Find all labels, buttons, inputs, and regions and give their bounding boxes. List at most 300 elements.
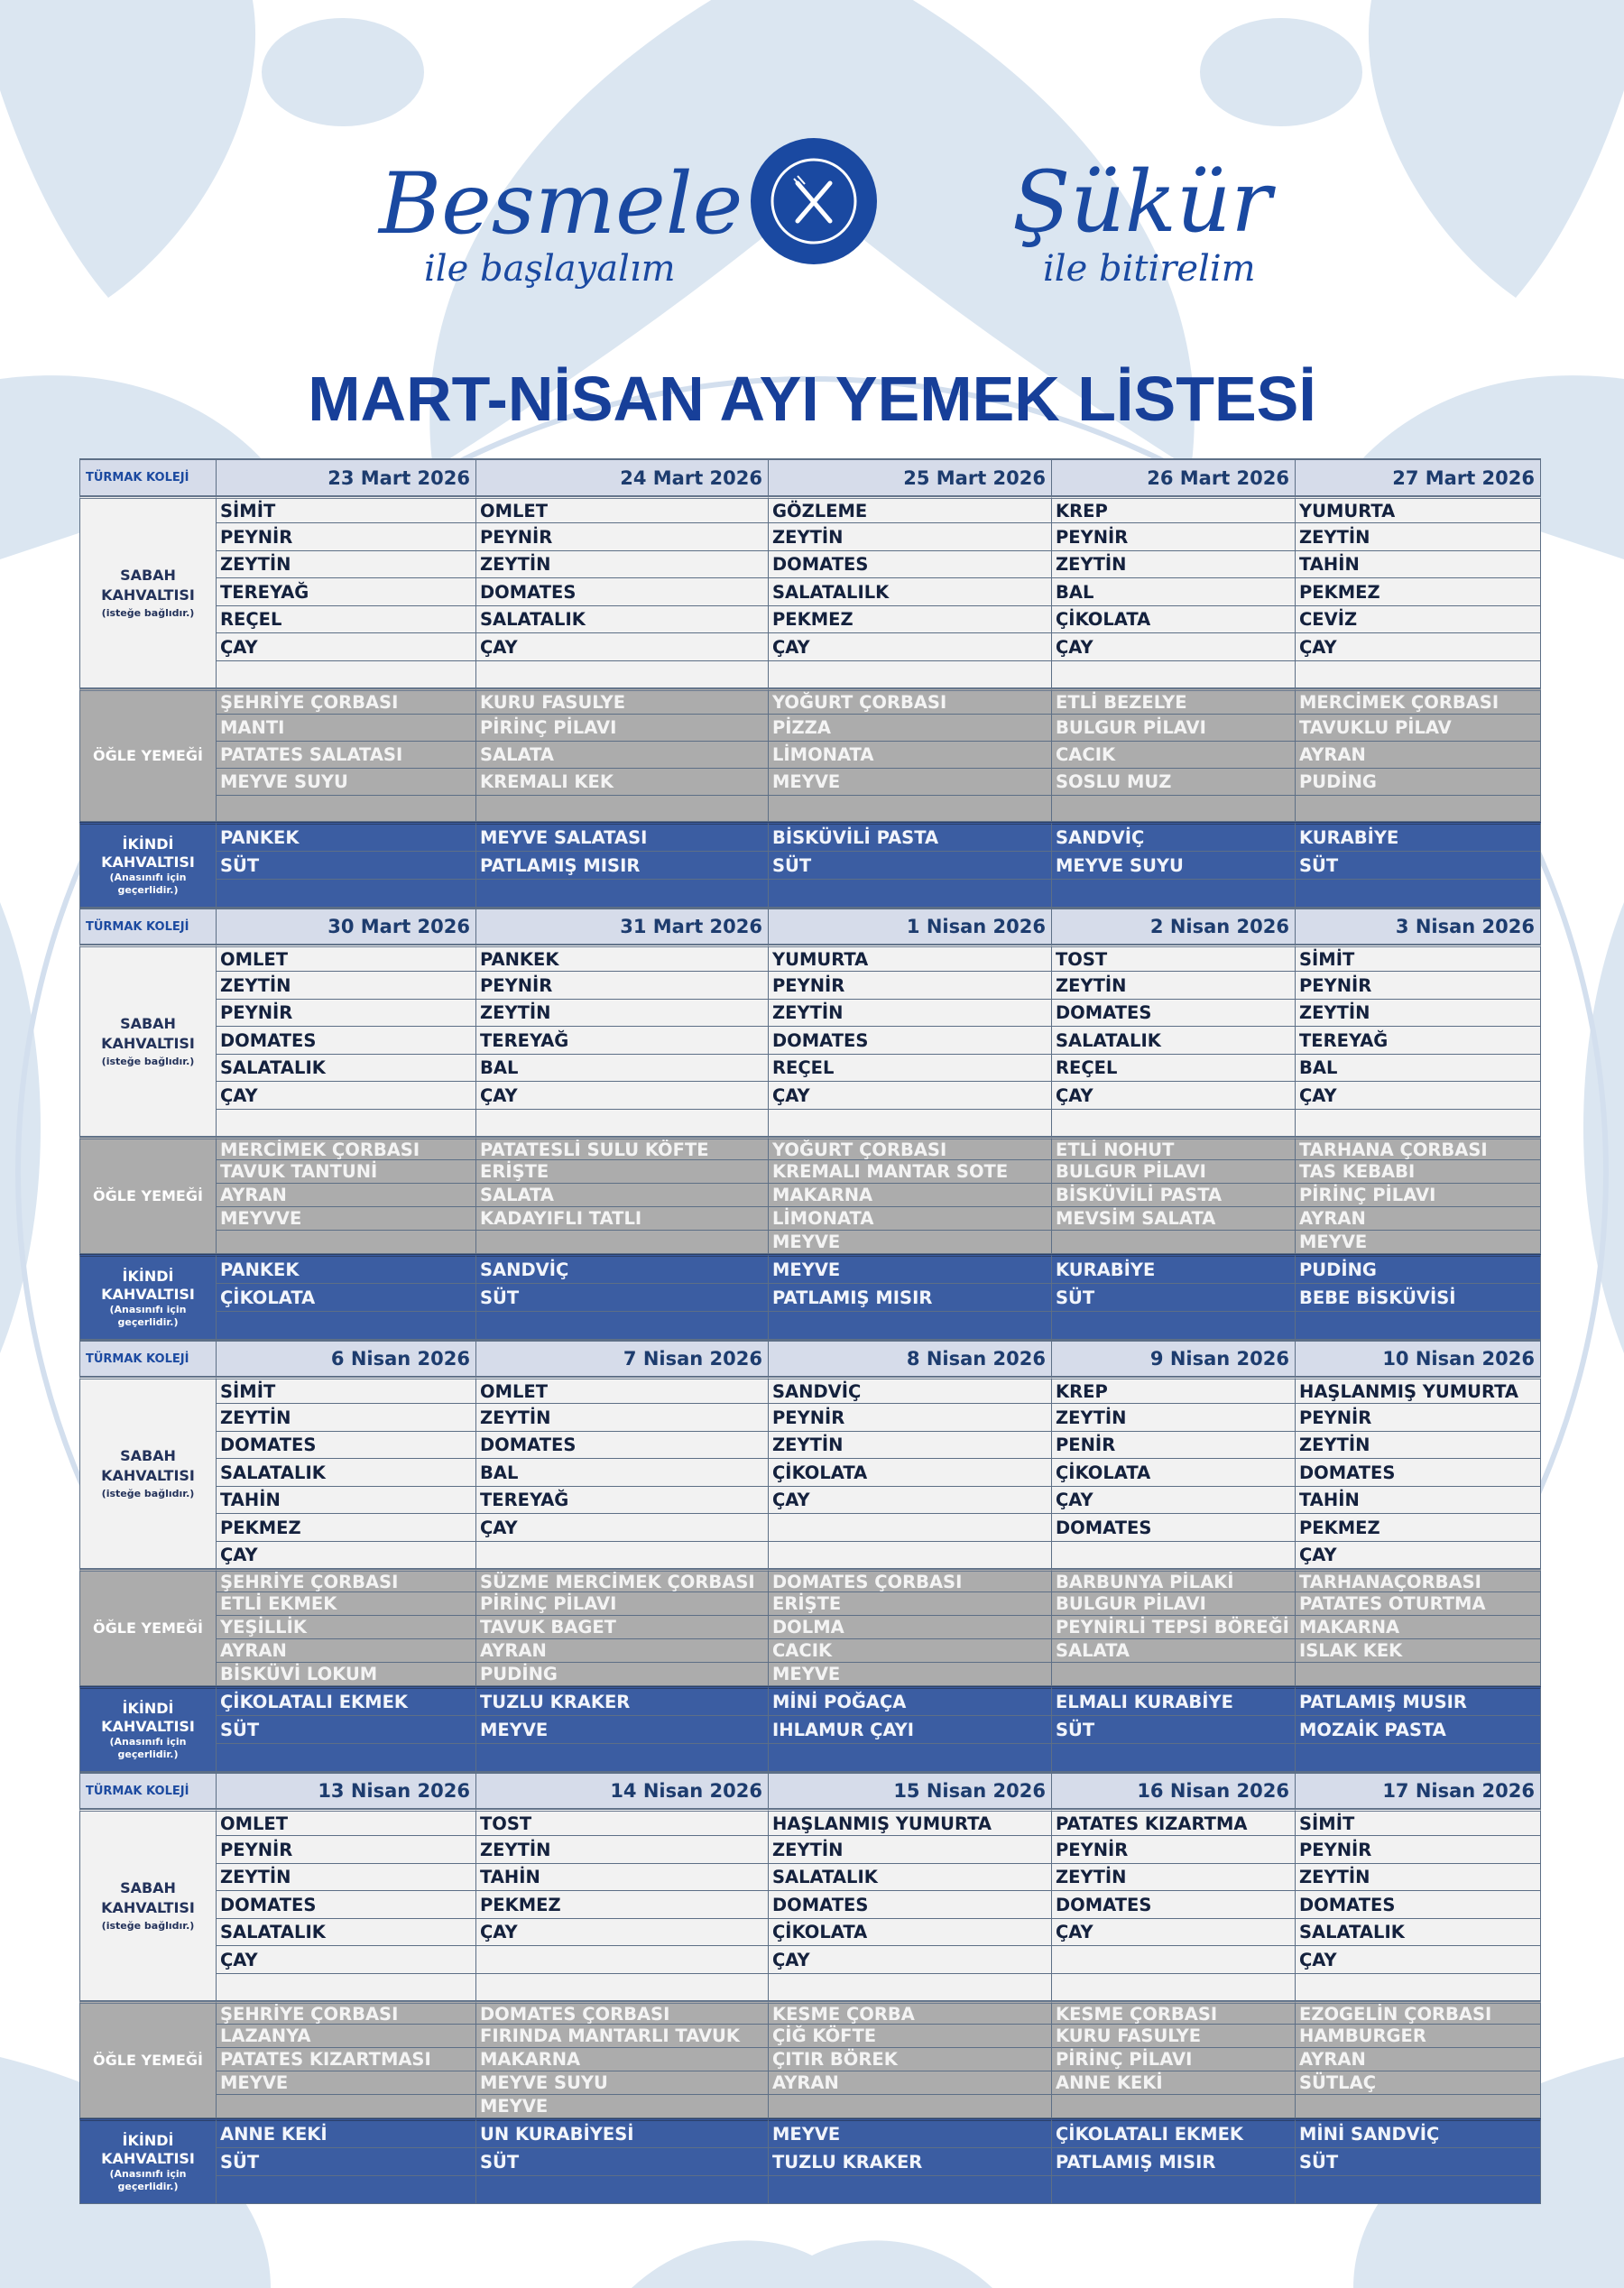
lunch-item: ETLİ NOHUT [1052, 1137, 1296, 1160]
snack-item: MOZAİK PASTA [1296, 1716, 1541, 1744]
breakfast-item: PEYNİR [217, 523, 476, 551]
snack-item [1052, 1744, 1296, 1772]
school-logo-label: TÜRMAK KOLEJİ [79, 908, 217, 945]
lunch-item: ERİŞTE [769, 1592, 1052, 1616]
breakfast-item: DOMATES [217, 1432, 476, 1459]
date-header: 6 Nisan 2026 [217, 1340, 476, 1377]
lunch-item: BİSKÜVİ LOKUM [217, 1663, 476, 1686]
lunch-item [1052, 1231, 1296, 1254]
breakfast-item: ZEYTİN [1052, 972, 1296, 1000]
snack-item: SANDVİÇ [476, 1254, 769, 1284]
date-header: 25 Mart 2026 [769, 458, 1052, 496]
school-logo-label: TÜRMAK KOLEJİ [79, 1340, 217, 1377]
snack-item: PATLAMIŞ MISIR [769, 1284, 1052, 1312]
breakfast-item: ÇAY [1052, 633, 1296, 661]
lunch-item: TARHANA ÇORBASI [1296, 1137, 1541, 1160]
lunch-item: KADAYIFLI TATLI [476, 1207, 769, 1231]
breakfast-item: ÇAY [769, 1487, 1052, 1514]
snack-item [1296, 2176, 1541, 2204]
lunch-item: BİSKÜVİLİ PASTA [1052, 1184, 1296, 1207]
breakfast-item: PEYNİR [1296, 972, 1541, 1000]
lunch-item: PİZZA [769, 715, 1052, 742]
breakfast-item: PEYNİR [1052, 1836, 1296, 1864]
lunch-item: ETLİ BEZELYE [1052, 688, 1296, 715]
lunch-item: SALATA [476, 1184, 769, 1207]
breakfast-item: OMLET [476, 1377, 769, 1404]
breakfast-item: SALATALIK [217, 1919, 476, 1946]
week-block [79, 1340, 1541, 1772]
breakfast-item [1052, 1974, 1296, 2001]
lunch-item: MERCİMEK ÇORBASI [1296, 688, 1541, 715]
breakfast-item: TEREYAĞ [476, 1027, 769, 1055]
breakfast-item [217, 1110, 476, 1137]
breakfast-item [769, 1110, 1052, 1137]
snack-item: BEBE BİSKÜVİSİ [1296, 1284, 1541, 1312]
snack-item: SÜT [1052, 1284, 1296, 1312]
breakfast-item: ÇİKOLATA [1052, 606, 1296, 633]
header [0, 0, 1624, 451]
breakfast-item: ÇAY [217, 1946, 476, 1974]
breakfast-item [1296, 661, 1541, 688]
breakfast-item: DOMATES [476, 1432, 769, 1459]
breakfast-item: ÇAY [217, 633, 476, 661]
breakfast-item: PANKEK [476, 945, 769, 972]
breakfast-item: ZEYTİN [217, 551, 476, 578]
week-block [79, 908, 1541, 1340]
snack-item [217, 1312, 476, 1340]
breakfast-label-text: SABAH KAHVALTISI [101, 1446, 195, 1484]
lunch-item: MAKARNA [769, 1184, 1052, 1207]
lunch-label-text: ÖĞLE YEMEĞİ [93, 1187, 203, 1204]
lunch-item: PATATESLİ SULU KÖFTE [476, 1137, 769, 1160]
breakfast-item: ÇAY [1052, 1082, 1296, 1110]
snack-item: MEYVE SALATASI [476, 822, 769, 852]
lunch-item: MEYVE [769, 1663, 1052, 1686]
lunch-item: PATATES OTURTMA [1296, 1592, 1541, 1616]
snack-item: KURABİYE [1052, 1254, 1296, 1284]
lunch-item: SÜTLAÇ [1296, 2071, 1541, 2095]
breakfast-item: YUMURTA [1296, 496, 1541, 523]
breakfast-item: ZEYTİN [1296, 1000, 1541, 1027]
breakfast-item: ZEYTİN [1052, 1404, 1296, 1432]
breakfast-item: HAŞLANMIŞ YUMURTA [1296, 1377, 1541, 1404]
breakfast-item: ÇAY [769, 633, 1052, 661]
snack-item: ÇİKOLATALI EKMEK [217, 1686, 476, 1716]
breakfast-item: ZEYTİN [476, 1836, 769, 1864]
breakfast-label [79, 496, 217, 688]
date-header: 30 Mart 2026 [217, 908, 476, 945]
breakfast-item: DOMATES [1052, 1514, 1296, 1542]
snack-item: MEYVE [476, 1716, 769, 1744]
breakfast-item: TEREYAĞ [1296, 1027, 1541, 1055]
snack-item [217, 2176, 476, 2204]
lunch-item: ERİŞTE [476, 1160, 769, 1184]
breakfast-note: (isteğe bağlıdır.) [101, 606, 195, 619]
lunch-item [1296, 2095, 1541, 2118]
date-header: 16 Nisan 2026 [1052, 1772, 1296, 1809]
lunch-item [1052, 1663, 1296, 1686]
snack-item: TUZLU KRAKER [476, 1686, 769, 1716]
sukur-title: Şükür [1012, 153, 1272, 252]
breakfast-item: ÇAY [217, 1082, 476, 1110]
breakfast-item: ZEYTİN [476, 551, 769, 578]
breakfast-item: ÇAY [476, 1514, 769, 1542]
week-block [79, 1772, 1541, 2204]
besmele-subtitle: ile başlayalım [424, 248, 676, 290]
lunch-item [217, 2095, 476, 2118]
lunch-item: DOMATES ÇORBASI [476, 2001, 769, 2025]
lunch-item: MANTI [217, 715, 476, 742]
lunch-item: KURU FASULYE [1052, 2025, 1296, 2048]
snack-item: TUZLU KRAKER [769, 2148, 1052, 2176]
snack-item [1052, 880, 1296, 908]
lunch-item: SOSLU MUZ [1052, 769, 1296, 796]
lunch-item: LİMONATA [769, 742, 1052, 769]
breakfast-note: (isteğe bağlıdır.) [101, 1055, 195, 1067]
date-header: 26 Mart 2026 [1052, 458, 1296, 496]
snack-item: SÜT [217, 2148, 476, 2176]
breakfast-item: PEYNİR [476, 972, 769, 1000]
lunch-item: ÇİĞ KÖFTE [769, 2025, 1052, 2048]
lunch-item: BULGUR PİLAVI [1052, 715, 1296, 742]
breakfast-item: ZEYTİN [217, 1404, 476, 1432]
breakfast-item: PENİR [1052, 1432, 1296, 1459]
breakfast-item: REÇEL [217, 606, 476, 633]
breakfast-item [769, 1974, 1052, 2001]
lunch-item: KURU FASULYE [476, 688, 769, 715]
lunch-item: LAZANYA [217, 2025, 476, 2048]
snack-item [769, 880, 1052, 908]
breakfast-item: SİMİT [217, 496, 476, 523]
breakfast-item [1052, 1542, 1296, 1569]
lunch-item: CACIK [1052, 742, 1296, 769]
snack-item: UN KURABİYESİ [476, 2118, 769, 2148]
snack-label-text: İKİNDİ KAHVALTISI [101, 1699, 195, 1735]
breakfast-item: PEKMEZ [217, 1514, 476, 1542]
breakfast-item: ÇAY [476, 1919, 769, 1946]
breakfast-item: BAL [476, 1055, 769, 1082]
breakfast-item: YUMURTA [769, 945, 1052, 972]
breakfast-item: HAŞLANMIŞ YUMURTA [769, 1809, 1052, 1836]
breakfast-item: ZEYTİN [769, 1432, 1052, 1459]
breakfast-item: BAL [476, 1459, 769, 1487]
lunch-item: LİMONATA [769, 1207, 1052, 1231]
lunch-item: DOLMA [769, 1616, 1052, 1639]
date-header: 3 Nisan 2026 [1296, 908, 1541, 945]
snack-item: MEYVE [769, 2118, 1052, 2148]
lunch-item: PİRİNÇ PİLAVI [476, 1592, 769, 1616]
lunch-item: SALATA [1052, 1639, 1296, 1663]
breakfast-item [217, 661, 476, 688]
date-header: 2 Nisan 2026 [1052, 908, 1296, 945]
snack-item: SÜT [217, 852, 476, 880]
breakfast-item: PEYNİR [1052, 523, 1296, 551]
breakfast-item: ÇAY [1296, 1542, 1541, 1569]
breakfast-item: SANDVİÇ [769, 1377, 1052, 1404]
breakfast-item: OMLET [217, 1809, 476, 1836]
breakfast-item [1296, 1110, 1541, 1137]
week-block [79, 458, 1541, 908]
snack-item: ÇİKOLATALI EKMEK [1052, 2118, 1296, 2148]
date-header: 23 Mart 2026 [217, 458, 476, 496]
breakfast-item: PEYNİR [1296, 1836, 1541, 1864]
breakfast-label [79, 945, 217, 1137]
snack-item [217, 1744, 476, 1772]
date-header: 9 Nisan 2026 [1052, 1340, 1296, 1377]
breakfast-item: REÇEL [1052, 1055, 1296, 1082]
snack-item: MEYVE [769, 1254, 1052, 1284]
snack-item [769, 1744, 1052, 1772]
snack-item: MİNİ SANDVİÇ [1296, 2118, 1541, 2148]
lunch-item: KESME ÇORBA [769, 2001, 1052, 2025]
breakfast-item [476, 1542, 769, 1569]
breakfast-item: PEKMEZ [476, 1891, 769, 1919]
snack-item: SÜT [1296, 852, 1541, 880]
lunch-item: MERCİMEK ÇORBASI [217, 1137, 476, 1160]
lunch-item: MEYVE [217, 2071, 476, 2095]
snack-item: PANKEK [217, 822, 476, 852]
snack-item: SÜT [1052, 1716, 1296, 1744]
lunch-item: TAS KEBABI [1296, 1160, 1541, 1184]
lunch-item: KESME ÇORBASI [1052, 2001, 1296, 2025]
date-header: 17 Nisan 2026 [1296, 1772, 1541, 1809]
snack-item: IHLAMUR ÇAYI [769, 1716, 1052, 1744]
breakfast-item [217, 1974, 476, 2001]
lunch-item: ŞEHRİYE ÇORBASI [217, 688, 476, 715]
lunch-item: AYRAN [1296, 742, 1541, 769]
breakfast-item: ÇAY [476, 1082, 769, 1110]
breakfast-item: PEYNİR [217, 1836, 476, 1864]
date-header: 15 Nisan 2026 [769, 1772, 1052, 1809]
breakfast-item: DOMATES [1296, 1891, 1541, 1919]
snack-item [1052, 1312, 1296, 1340]
breakfast-item: KREP [1052, 1377, 1296, 1404]
breakfast-item [476, 1946, 769, 1974]
lunch-item [1296, 796, 1541, 822]
lunch-item: YEŞİLLİK [217, 1616, 476, 1639]
breakfast-item: TEREYAĞ [476, 1487, 769, 1514]
breakfast-item: GÖZLEME [769, 496, 1052, 523]
breakfast-item: TEREYAĞ [217, 578, 476, 606]
breakfast-item: PEYNİR [476, 523, 769, 551]
snack-item: SÜT [769, 852, 1052, 880]
lunch-item [476, 1231, 769, 1254]
lunch-item: YOĞURT ÇORBASI [769, 1137, 1052, 1160]
school-logo-label: TÜRMAK KOLEJİ [79, 1772, 217, 1809]
breakfast-item: TAHİN [1296, 551, 1541, 578]
besmele-title: Besmele [379, 155, 743, 254]
breakfast-item: ÇAY [1296, 633, 1541, 661]
breakfast-item: ZEYTİN [1296, 1864, 1541, 1891]
lunch-label-text: ÖĞLE YEMEĞİ [93, 2052, 203, 2069]
lunch-item: BULGUR PİLAVI [1052, 1592, 1296, 1616]
snack-item [769, 1312, 1052, 1340]
school-logo-label: TÜRMAK KOLEJİ [79, 458, 217, 496]
breakfast-item: REÇEL [769, 1055, 1052, 1082]
lunch-label [79, 688, 217, 822]
lunch-item: AYRAN [217, 1184, 476, 1207]
breakfast-item: SALATALIK [217, 1459, 476, 1487]
breakfast-item: SALATALIK [476, 606, 769, 633]
snack-item: ELMALI KURABİYE [1052, 1686, 1296, 1716]
breakfast-item: ZEYTİN [1296, 523, 1541, 551]
breakfast-item: ZEYTİN [769, 1836, 1052, 1864]
lunch-item: MEYVE [1296, 1231, 1541, 1254]
lunch-item: MEVSİM SALATA [1052, 1207, 1296, 1231]
lunch-item: PEYNİRLİ TEPSİ BÖREĞİ [1052, 1616, 1296, 1639]
breakfast-item [476, 1974, 769, 2001]
snack-label-text: İKİNDİ KAHVALTISI [101, 1267, 195, 1303]
snack-item [476, 1312, 769, 1340]
breakfast-item: TOST [476, 1809, 769, 1836]
breakfast-item [1296, 1974, 1541, 2001]
snack-label [79, 2118, 217, 2204]
lunch-item: ANNE KEKİ [1052, 2071, 1296, 2095]
lunch-item: TAVUKLU PİLAV [1296, 715, 1541, 742]
breakfast-item: SALATALIK [769, 1864, 1052, 1891]
breakfast-item: SALATALIK [1052, 1027, 1296, 1055]
snack-item [476, 2176, 769, 2204]
snack-item: PATLAMIŞ MISIR [1052, 2148, 1296, 2176]
lunch-item: PİRİNÇ PİLAVI [1296, 1184, 1541, 1207]
helal-seal-logo [751, 115, 877, 287]
lunch-item: TAVUK BAGET [476, 1616, 769, 1639]
snack-label-text: İKİNDİ KAHVALTISI [101, 835, 195, 871]
breakfast-label-text: SABAH KAHVALTISI [101, 1878, 195, 1916]
snack-label [79, 822, 217, 908]
lunch-item: ŞEHRİYE ÇORBASI [217, 2001, 476, 2025]
breakfast-item: ZEYTİN [476, 1000, 769, 1027]
breakfast-item: DOMATES [769, 1027, 1052, 1055]
breakfast-item [769, 661, 1052, 688]
breakfast-item [1052, 1946, 1296, 1974]
lunch-item: PUDİNG [476, 1663, 769, 1686]
breakfast-item: ÇAY [217, 1542, 476, 1569]
breakfast-item [769, 1514, 1052, 1542]
lunch-item: YOĞURT ÇORBASI [769, 688, 1052, 715]
lunch-item: MAKARNA [476, 2048, 769, 2071]
lunch-item: AYRAN [217, 1639, 476, 1663]
lunch-item: PATATES KIZARTMASI [217, 2048, 476, 2071]
breakfast-item: TAHİN [476, 1864, 769, 1891]
snack-item [1296, 880, 1541, 908]
lunch-item [769, 796, 1052, 822]
lunch-item: MEYVVE [217, 1207, 476, 1231]
breakfast-item: SALATALIK [217, 1055, 476, 1082]
snack-item [769, 2176, 1052, 2204]
lunch-item: SÜZME MERCİMEK ÇORBASI [476, 1569, 769, 1592]
date-header: 13 Nisan 2026 [217, 1772, 476, 1809]
lunch-item: PUDİNG [1296, 769, 1541, 796]
snack-item [1296, 1744, 1541, 1772]
snack-item: PUDİNG [1296, 1254, 1541, 1284]
lunch-item [1052, 2095, 1296, 2118]
lunch-item: HAMBURGER [1296, 2025, 1541, 2048]
breakfast-item: OMLET [217, 945, 476, 972]
lunch-item: KREMALI MANTAR SOTE [769, 1160, 1052, 1184]
breakfast-item [769, 1542, 1052, 1569]
lunch-label-text: ÖĞLE YEMEĞİ [93, 1619, 203, 1637]
lunch-label [79, 1137, 217, 1254]
breakfast-item [476, 1110, 769, 1137]
breakfast-item: BAL [1296, 1055, 1541, 1082]
breakfast-item: ÇİKOLATA [769, 1459, 1052, 1487]
breakfast-note: (isteğe bağlıdır.) [101, 1487, 195, 1499]
lunch-label-text: ÖĞLE YEMEĞİ [93, 747, 203, 764]
breakfast-item: DOMATES [476, 578, 769, 606]
breakfast-item: ÇAY [1296, 1946, 1541, 1974]
snack-item: KURABİYE [1296, 822, 1541, 852]
breakfast-item: DOMATES [769, 551, 1052, 578]
lunch-item [217, 796, 476, 822]
breakfast-label [79, 1809, 217, 2001]
lunch-item: MEYVE [476, 2095, 769, 2118]
snack-item: SANDVİÇ [1052, 822, 1296, 852]
snack-item: PATLAMIŞ MISIR [476, 852, 769, 880]
snack-label [79, 1254, 217, 1340]
lunch-label [79, 1569, 217, 1686]
breakfast-item: ÇAY [476, 633, 769, 661]
breakfast-item [1052, 661, 1296, 688]
lunch-item: KREMALI KEK [476, 769, 769, 796]
date-header: 10 Nisan 2026 [1296, 1340, 1541, 1377]
snack-item: BİSKÜVİLİ PASTA [769, 822, 1052, 852]
lunch-item: MEYVE [769, 769, 1052, 796]
breakfast-item: TAHİN [217, 1487, 476, 1514]
breakfast-item: ZEYTİN [769, 1000, 1052, 1027]
lunch-item: CACIK [769, 1639, 1052, 1663]
breakfast-item: ZEYTİN [217, 972, 476, 1000]
lunch-item: ŞEHRİYE ÇORBASI [217, 1569, 476, 1592]
breakfast-item: SALATALIK [1296, 1919, 1541, 1946]
lunch-item [476, 796, 769, 822]
breakfast-item: PEKMEZ [1296, 1514, 1541, 1542]
breakfast-item: DOMATES [1052, 1000, 1296, 1027]
breakfast-item: DOMATES [217, 1027, 476, 1055]
snack-item: MİNİ POĞAÇA [769, 1686, 1052, 1716]
lunch-item: BULGUR PİLAVI [1052, 1160, 1296, 1184]
snack-item [217, 880, 476, 908]
breakfast-item: TOST [1052, 945, 1296, 972]
breakfast-item: SİMİT [217, 1377, 476, 1404]
breakfast-item: ZEYTİN [476, 1404, 769, 1432]
lunch-item [1296, 1663, 1541, 1686]
snack-note: (Anasınıfı için geçerlidir.) [109, 2167, 187, 2192]
date-header: 27 Mart 2026 [1296, 458, 1541, 496]
breakfast-item: PEYNİR [217, 1000, 476, 1027]
breakfast-item: SALATALILK [769, 578, 1052, 606]
breakfast-item: PEKMEZ [1296, 578, 1541, 606]
lunch-item: TARHANAÇORBASI [1296, 1569, 1541, 1592]
breakfast-item: OMLET [476, 496, 769, 523]
breakfast-item: PEYNİR [769, 1404, 1052, 1432]
breakfast-item: ÇAY [769, 1082, 1052, 1110]
breakfast-item: CEVİZ [1296, 606, 1541, 633]
breakfast-item [476, 661, 769, 688]
lunch-item: AYRAN [1296, 1207, 1541, 1231]
breakfast-item: ÇAY [769, 1946, 1052, 1974]
snack-item: SÜT [476, 1284, 769, 1312]
lunch-item: ISLAK KEK [1296, 1639, 1541, 1663]
lunch-item: MAKARNA [1296, 1616, 1541, 1639]
snack-note: (Anasınıfı için geçerlidir.) [109, 1303, 187, 1328]
snack-item [1296, 1312, 1541, 1340]
breakfast-item: ÇAY [1052, 1487, 1296, 1514]
page-title: MART-NİSAN AYI YEMEK LİSTESİ [308, 364, 1316, 434]
snack-item: ÇİKOLATA [217, 1284, 476, 1312]
snack-item: ANNE KEKİ [217, 2118, 476, 2148]
breakfast-item: ÇİKOLATA [769, 1919, 1052, 1946]
